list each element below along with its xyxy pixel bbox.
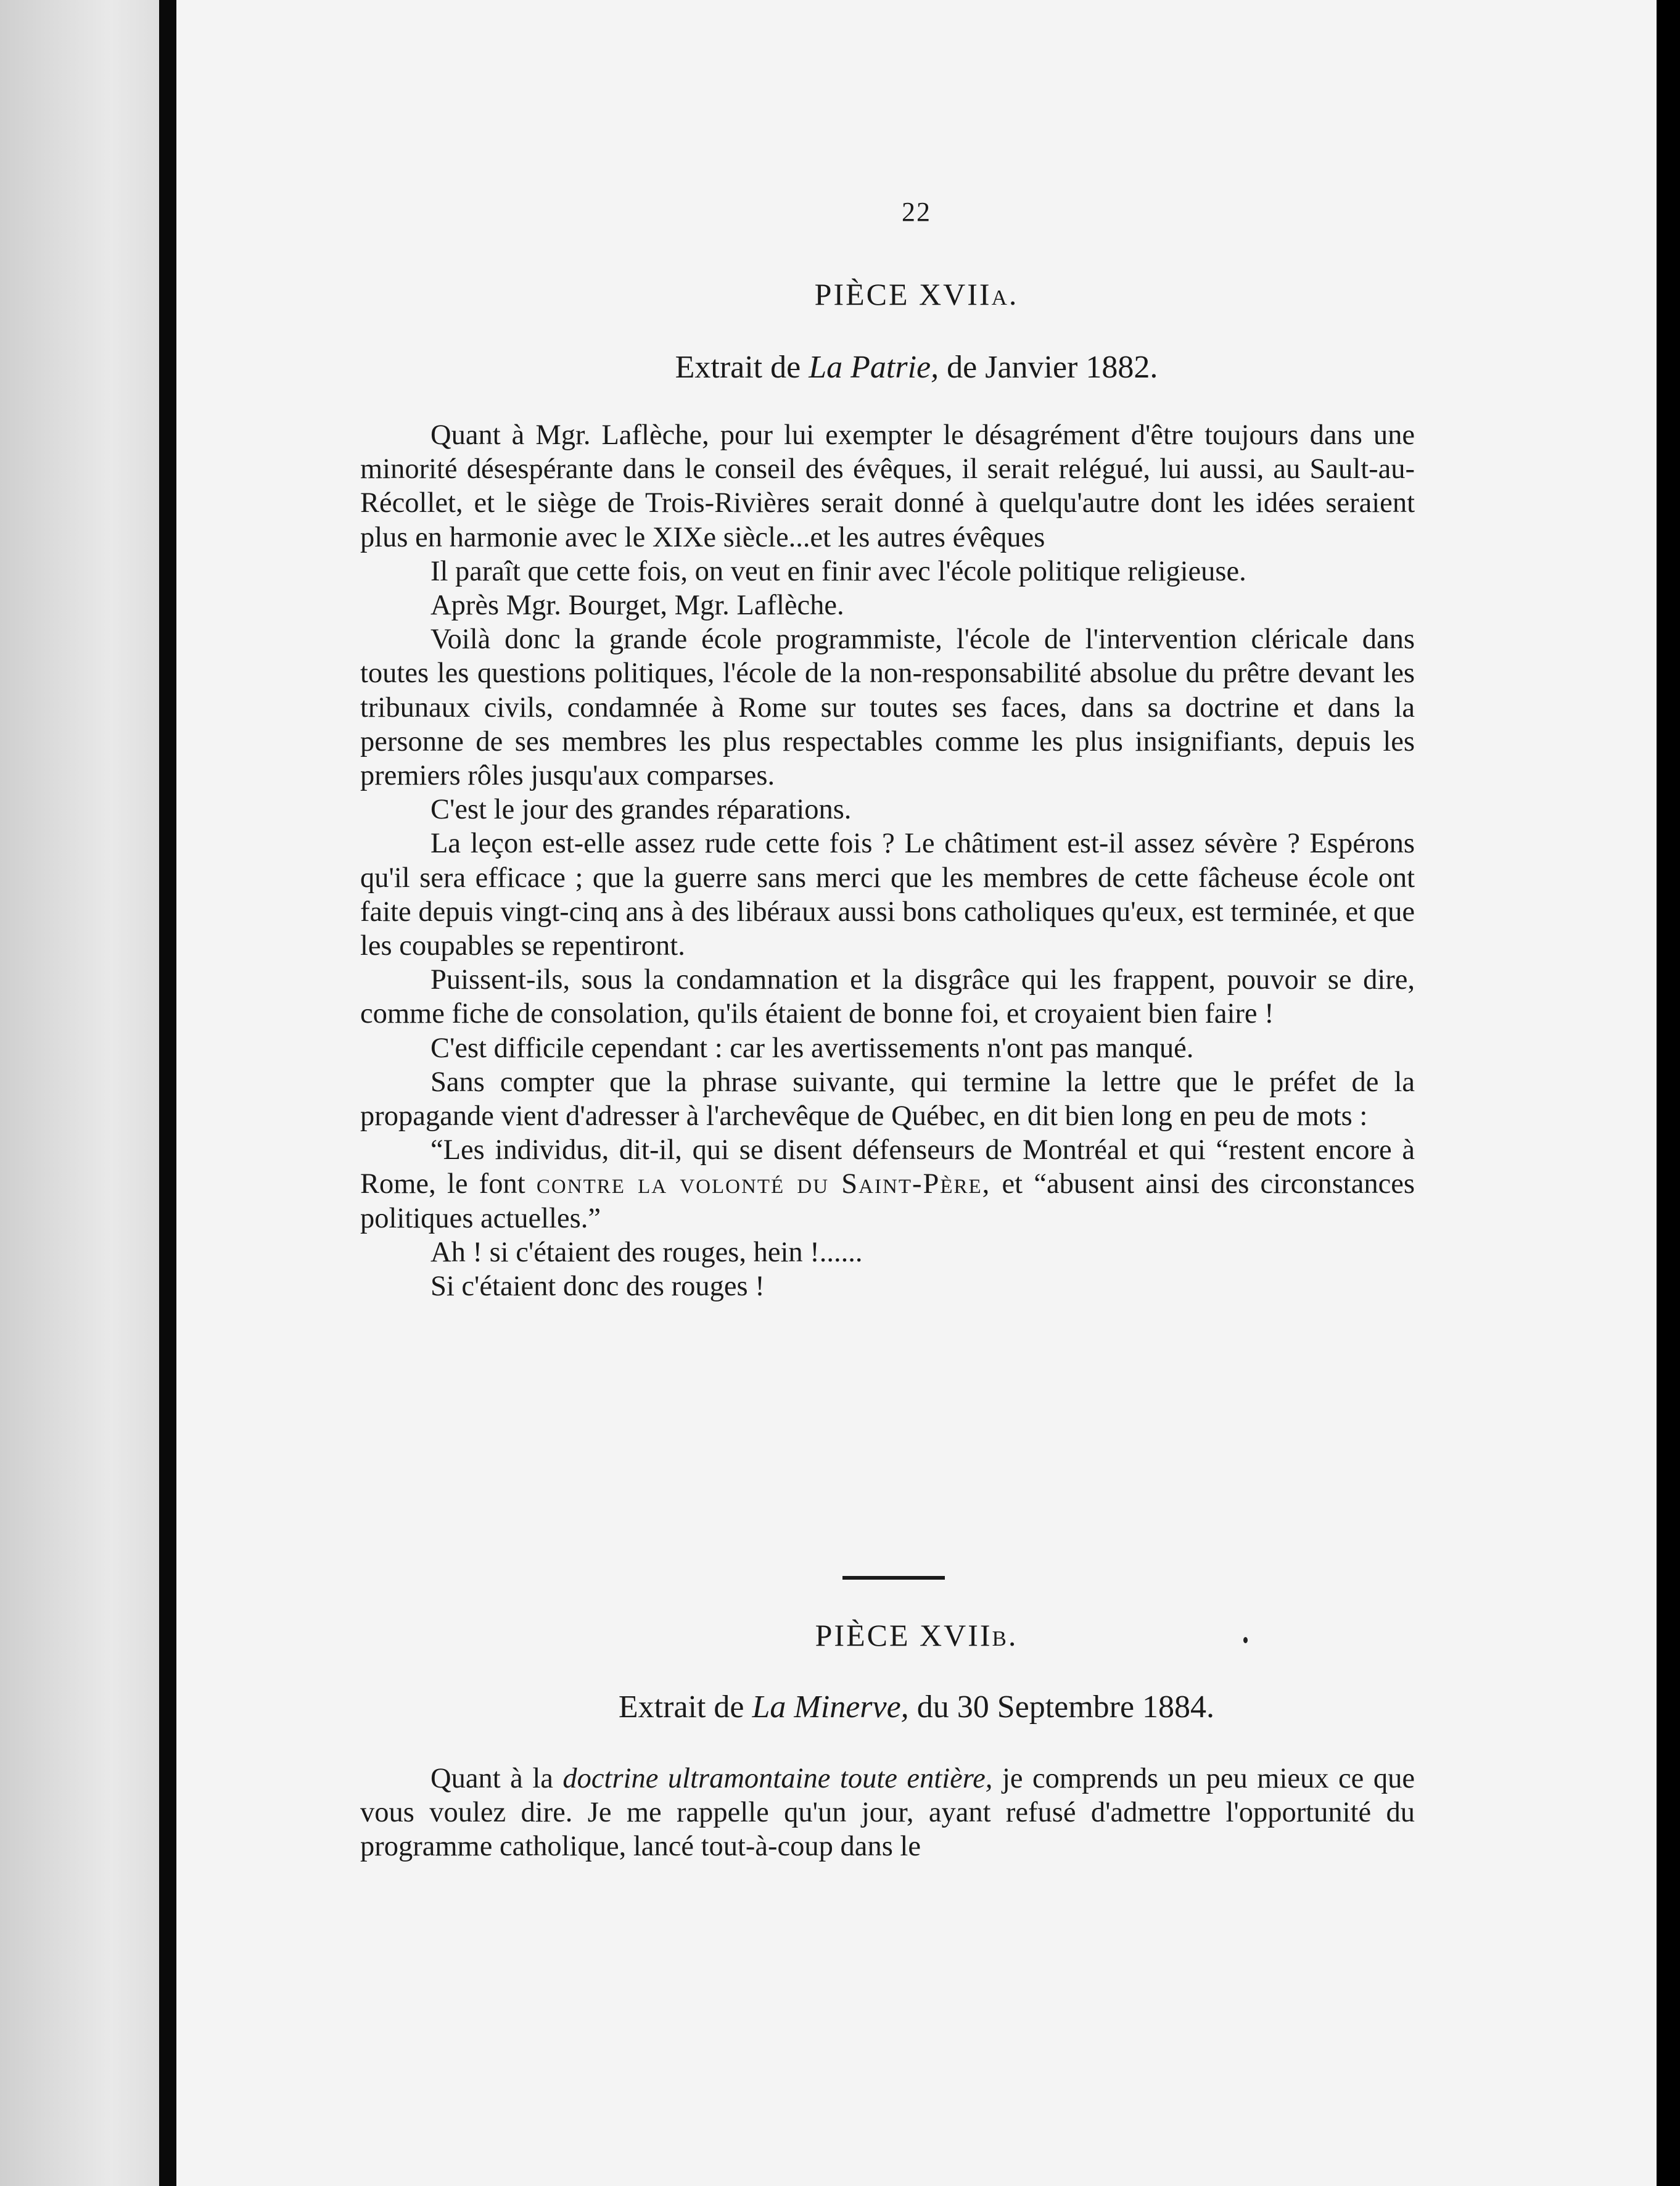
paragraph: Sans compter que la phrase suivante, qui termine la lettre que le préfet de la propagande vient d'adresser à l'archevêque de Québec, en dit bien long en peu de mots : [360, 1066, 1415, 1132]
section-a-source-suffix: de Janvier 1882. [939, 350, 1158, 385]
section-b-source-prefix: Extrait de [618, 1689, 752, 1725]
paragraph: Après Mgr. Bourget, Mgr. Laflèche. [430, 590, 844, 622]
book-page [176, 0, 1657, 2186]
closing-line: Ah ! si c'étaient des rouges, hein !...... [430, 1236, 863, 1268]
paragraph [360, 1762, 1415, 1864]
book-gutter [159, 0, 176, 2186]
section-b-body [360, 1762, 1415, 1864]
paragraph: La leçon est-elle assez rude cette fois ? Le châtiment est-il assez sévère ? Espérons qu'il sera efficace ; que la guerre sans merci que les membres de cette fâcheuse école ont faite depuis vingt-cinq ans à des libéraux aussi bons catholiques qu'eux, est terminée, et que les coupables se repentiront. [360, 828, 1415, 962]
paragraph: Quant à Mgr. Laflèche, pour lui exempter le désagrément d'être toujours dans une minorité désespérante dans le conseil des évêques, il serait relégué, lui aussi, au Sault-au-Récollet, et le siège de Trois-Rivières serait donné à quelqu'autre dont les idées seraient plus en harmonie avec le XIXe siècle...et les autres évêques [360, 419, 1415, 553]
ink-speck [1243, 1637, 1248, 1643]
quote-after: et “abusent ainsi des circonstances politiques actuelles.” [360, 1168, 1415, 1234]
page-number: 22 [902, 197, 931, 227]
section-a-body [360, 418, 1415, 1303]
para-italic: doctrine ultramontaine toute entière, [562, 1763, 993, 1794]
paragraph: Il paraît que cette fois, on veut en finir avec l'école politique religieuse. [430, 555, 1246, 587]
section-b-source [176, 1689, 1657, 1725]
facing-page-edge [0, 0, 159, 2186]
scan-right-edge [1657, 0, 1680, 2186]
closing-line: Si c'étaient donc des rouges ! [430, 1271, 765, 1303]
section-divider [842, 1576, 945, 1580]
paragraph: C'est le jour des grandes réparations. [430, 794, 852, 826]
paragraph: C'est difficile cependant : car les avertissements n'ont pas manqué. [430, 1032, 1194, 1064]
paragraph: Voilà donc la grande école programmiste, l'école de l'intervention cléricale dans toutes les questions politiques, l'école de la non-responsabilité absolue du prêtre devant les tribunaux civils, condamnée à Rome sur toutes ses faces, dans sa doctrine et dans la personne de ses membres les plus respectables comme les plus insignifiants, depuis les premiers rôles jusqu'aux comparses. [360, 624, 1415, 792]
quote-before: “Les individus, dit-il, qui se disent défenseurs de Montréal et qui “restent encore à Rome, le font [360, 1134, 1415, 1200]
quoted-passage [360, 1133, 1415, 1235]
section-a-source-prefix: Extrait de [675, 350, 809, 385]
section-a-heading: PIÈCE XVIIa. [814, 277, 1019, 311]
section-b-source-title: La Minerve, [752, 1689, 909, 1725]
section-a-source-title: La Patrie, [809, 350, 939, 385]
section-b-source-suffix: du 30 Septembre 1884. [908, 1689, 1215, 1725]
quote-smallcaps: contre la volonté du Saint-Père, [536, 1168, 991, 1200]
section-b-heading: PIÈCE XVIIb. [815, 1618, 1018, 1652]
para-prefix: Quant à la [430, 1763, 563, 1794]
paragraph: Puissent-ils, sous la condamnation et la disgrâce qui les frappent, pouvoir se dire, comme fiche de consolation, qu'ils étaient de bonne foi, et croyaient bien faire ! [360, 964, 1415, 1030]
para-rest: je comprends un peu mieux ce que vous voulez dire. Je me rappelle qu'un jour, ayant refusé d'admettre l'opportunité du programme catholique, lancé tout-à-coup dans le [360, 1763, 1415, 1863]
section-a-source [176, 349, 1657, 386]
